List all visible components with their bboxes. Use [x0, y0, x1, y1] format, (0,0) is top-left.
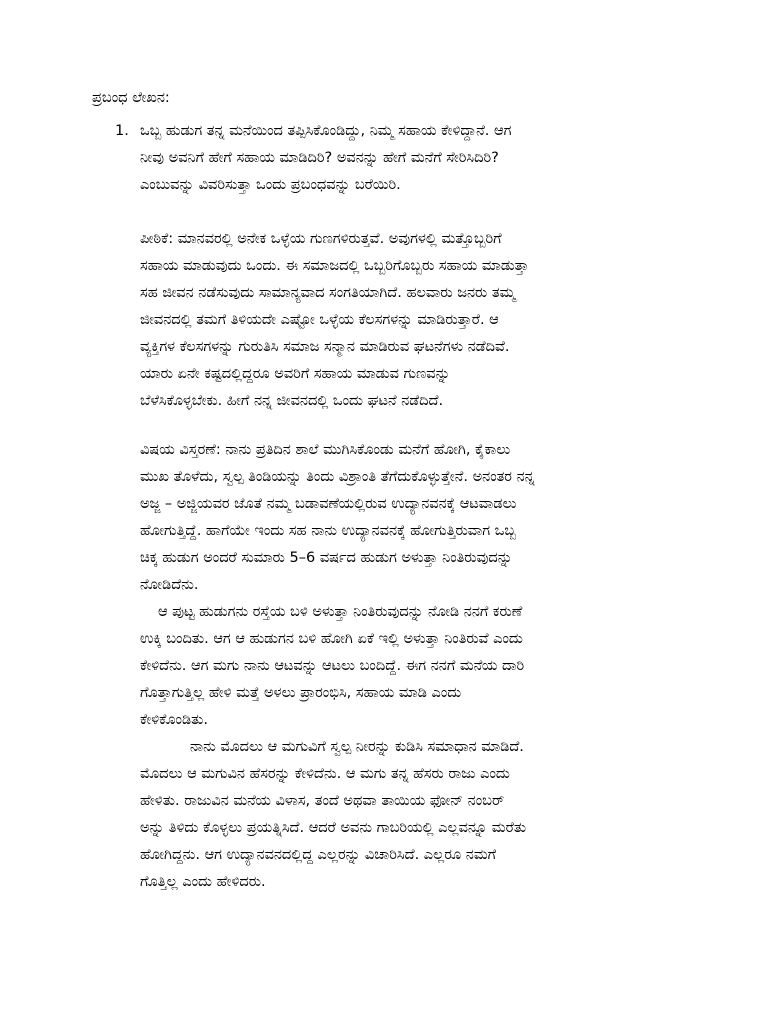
intro-line: ಯಾರು ಏನೇ ಕಷ್ಟದಲ್ಲಿದ್ದರೂ ಅವರಿಗೆ ಸಹಾಯ ಮಾಡುವ ಗುಣವನ್ನು — [140, 366, 451, 382]
body-line: ಮುಖ ತೊಳೆದು, ಸ್ವಲ್ಪ ತಿಂಡಿಯನ್ನು ತಿಂದು ವಿಶ್ರಾಂತಿ ತೆಗೆದುಕೊಳ್ಳುತ್ತೇನೆ. ಅನಂತರ ನನ್ನ — [140, 469, 535, 485]
body-line: ಹೇಳಿತು. ರಾಜುವಿನ ಮನೆಯ ವಿಳಾಸ, ತಂದೆ ಅಥವಾ ತಾಯಿಯ ಫೋನ್ ನಂಬರ್ — [140, 793, 505, 809]
body-line: ಗೊತ್ತಾಗುತ್ತಿಲ್ಲ ಹೇಳಿ ಮತ್ತೆ ಅಳಲು ಪ್ರಾರಂಭಿಸಿ, ಸಹಾಯ ಮಾಡಿ ಎಂದು — [140, 685, 462, 701]
body-line: ಕೇಳಿಕೊಂಡಿತು. — [140, 712, 209, 728]
body-line: ಗೊತ್ತಿಲ್ಲ ಎಂದು ಹೇಳಿದರು. — [140, 874, 266, 890]
intro-line: ಬೆಳೆಸಿಕೊಳ್ಳಬೇಕು. ಹೀಗೆ ನನ್ನ ಜೀವನದಲ್ಲಿ ಒಂದು ಘಟನೆ ನಡೆದಿದೆ. — [140, 393, 444, 409]
question-number: 1. — [115, 123, 129, 139]
question-line: ನೀವು ಅವನಿಗೆ ಹೇಗೆ ಸಹಾಯ ಮಾಡಿದಿರಿ? ಅವನನ್ನು ಹೇಗೆ ಮನೆಗೆ ಸೇರಿಸಿದಿರಿ? — [140, 150, 499, 166]
intro-line: ಜೀವನದಲ್ಲಿ ತಮಗೆ ತಿಳಿಯದೇ ಎಷ್ಟೋ ಒಳ್ಳೆಯ ಕೆಲಸಗಳನ್ನು ಮಾಡಿರುತ್ತಾರೆ. ಆ — [140, 312, 499, 328]
body-line: ಆ ಪುಟ್ಟ ಹುಡುಗನು ರಸ್ತೆಯ ಬಳಿ ಅಳುತ್ತಾ ನಿಂತಿರುವುದನ್ನು ನೋಡಿ ನನಗೆ ಕರುಣೆ — [158, 604, 523, 620]
body-line: ಹೋಗಿದ್ದನು. ಆಗ ಉದ್ಯಾನವನದಲ್ಲಿದ್ದ ಎಲ್ಲರನ್ನು ವಿಚಾರಿಸಿದೆ. ಎಲ್ಲರೂ ನಮಗೆ — [140, 847, 497, 863]
essay-heading: ಪ್ರಬಂಧ ಲೇಖನ: — [92, 90, 170, 106]
question-line: ಒಬ್ಬ ಹುಡುಗ ತನ್ನ ಮನೆಯಿಂದ ತಪ್ಪಿಸಿಕೊಂಡಿದ್ದು, ನಿಮ್ಮ ಸಹಾಯ ಕೇಳಿದ್ದಾನೆ. ಆಗ — [140, 123, 512, 139]
body-line: ಮೊದಲು ಆ ಮಗುವಿನ ಹೆಸರನ್ನು ಕೇಳಿದೆನು. ಆ ಮಗು ತನ್ನ ಹೆಸರು ರಾಜು ಎಂದು — [140, 766, 510, 782]
body-line: ನೋಡಿದೆನು. — [140, 577, 199, 593]
intro-line: ಸಹಾಯ ಮಾಡುವುದು ಒಂದು. ಈ ಸಮಾಜದಲ್ಲಿ ಒಬ್ಬರಿಗೊಬ್ಬರು ಸಹಾಯ ಮಾಡುತ್ತಾ — [140, 258, 529, 274]
body-line: ಅಜ್ಜ – ಅಜ್ಜಿಯವರ ಜೊತೆ ನಮ್ಮ ಬಡಾವಣೆಯಲ್ಲಿರುವ ಉದ್ಯಾನವನಕ್ಕೆ ಆಟವಾಡಲು — [140, 496, 517, 512]
intro-line: ಪೀಠಿಕೆ: ಮಾನವರಲ್ಲಿ ಅನೇಕ ಒಳ್ಳೆಯ ಗುಣಗಳಿರುತ್ತವೆ. ಅವುಗಳಲ್ಲಿ ಮತ್ತೊಬ್ಬರಿಗೆ — [140, 231, 502, 247]
question-line: ಎಂಬುವನ್ನು ವಿವರಿಸುತ್ತಾ ಒಂದು ಪ್ರಬಂಧವನ್ನು ಬರೆಯಿರಿ. — [140, 177, 401, 193]
intro-line: ಸಹ ಜೀವನ ನಡೆಸುವುದು ಸಾಮಾನ್ಯವಾದ ಸಂಗತಿಯಾಗಿದೆ. ಹಲವಾರು ಜನರು ತಮ್ಮ — [140, 285, 516, 301]
body-line: ಅನ್ನು ತಿಳಿದು ಕೊಳ್ಳಲು ಪ್ರಯತ್ನಿಸಿದೆ. ಆದರೆ ಅವನು ಗಾಬರಿಯಲ್ಲಿ ಎಲ್ಲವನ್ನೂ ಮರೆತು — [140, 820, 527, 836]
body-line: ಕೇಳಿದೆನು. ಆಗ ಮಗು ನಾನು ಆಟವನ್ನು ಆಟಲು ಬಂದಿದ್ದೆ. ಈಗ ನನಗೆ ಮನೆಯ ದಾರಿ — [140, 658, 525, 674]
intro-line: ವ್ಯಕ್ತಿಗಳ ಕೆಲಸಗಳನ್ನು ಗುರುತಿಸಿ ಸಮಾಜ ಸನ್ಮಾನ ಮಾಡಿರುವ ಘಟನೆಗಳು ನಡೆದಿವೆ. — [140, 339, 510, 355]
body-line: ಹೋಗುತ್ತಿದ್ದೆ. ಹಾಗೆಯೇ ಇಂದು ಸಹ ನಾನು ಉದ್ಯಾನವನಕ್ಕೆ ಹೋಗುತ್ತಿರುವಾಗ ಒಬ್ಬ — [140, 523, 516, 539]
body-line: ನಾನು ಮೊದಲು ಆ ಮಗುವಿಗೆ ಸ್ವಲ್ಪ ನೀರನ್ನು ಕುಡಿಸಿ ಸಮಾಧಾನ ಮಾಡಿದೆ. — [190, 739, 524, 755]
body-line: ಉಕ್ಕಿ ಬಂದಿತು. ಆಗ ಆ ಹುಡುಗನ ಬಳಿ ಹೋಗಿ ಏಕೆ ಇಲ್ಲಿ ಅಳುತ್ತಾ ನಿಂತಿರುವೆ ಎಂದು — [140, 631, 523, 647]
body-line: ಚಿಕ್ಕ ಹುಡುಗ ಅಂದರೆ ಸುಮಾರು 5–6 ವರ್ಷದ ಹುಡುಗ ಅಳುತ್ತಾ ನಿಂತಿರುವುದನ್ನು — [140, 550, 513, 566]
body-line: ವಿಷಯ ವಿಸ್ತರಣೆ: ನಾನು ಪ್ರತಿದಿನ ಶಾಲೆ ಮುಗಿಸಿಕೊಂಡು ಮನೆಗೆ ಹೋಗಿ, ಕೈಕಾಲು — [140, 442, 511, 458]
